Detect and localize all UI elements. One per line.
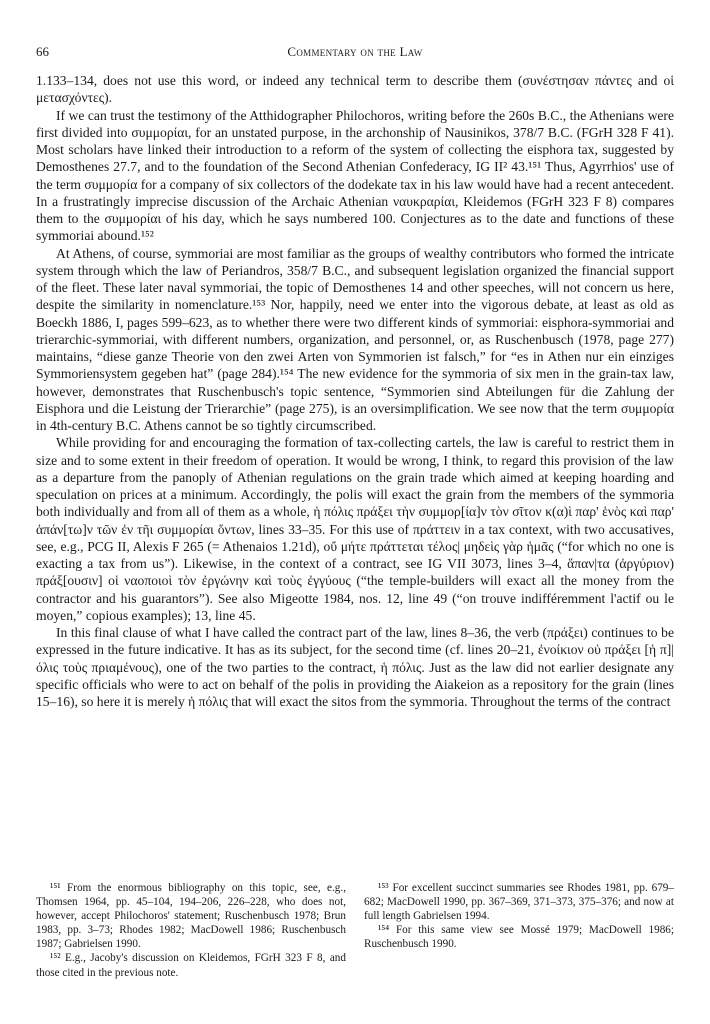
- running-title: Commentary on the Law: [287, 44, 423, 59]
- footnotes: [36, 881, 674, 980]
- main-text: [36, 72, 674, 710]
- page-number: 66: [36, 44, 49, 59]
- paragraph-5: In this final clause of what I have called the contract part of the law, lines 8–36, the verb (πράξει) continues to be expressed in the future indicative. It has as its subject, for the second time (cf. lines 20–21, ἐνοίκιον οὐ πράξει [ἡ π]|όλις τοὺς πριαμένους), one of the two parties to the contract, ἡ πόλις. Just as the law did not earlier designate any specific officials who were to act on behalf of the polis in providing the Aiakeion as a repository for the grain (lines 15–16), so here it is merely ἡ πόλις that will exact the sitos from the symmoria. Throughout the terms of the contract: [36, 625, 674, 709]
- footnote-154: ¹⁵⁴ For this same view see Mossé 1979; MacDowell 1986; Ruschenbusch 1990.: [364, 924, 674, 951]
- paragraph-4: While providing for and encouraging the formation of tax-collecting cartels, the law is careful to restrict them in size and to some extent in their freedom of operation. It would be wrong, I think, to regard this provision of the law as a departure from the panoply of Athenian regulations on the grain trade which aimed at keeping hoarding and speculation on prices at a minimum. Accordingly, the polis will exact the grain from the members of the symmoria both individually and from all of them as a whole, ἡ πόλις πράξει τὴν συμμορ[ία]ν τὸν σῖτον κ(α)ὶ παρ' ἑνὸς καὶ παρ' ἁπάν[τω]ν τῶν ἐν τῆι συμμορίαι ὄντων, lines 33–35. For this use of πράττειν in a tax context, with two accusatives, see, e.g., PCG II, Alexis F 265 (= Athenaios 1.21d), οὔ μήτε πράττεται τέλος| μηδεὶς γὰρ ἡμᾶς (“for which no one is exacting a tax from us”). Likewise, in the context of a contract, see IG VII 3073, lines 3–4, ἅπαν|τα (ἀργύριον) πράξ[ουσιν] οἱ ναοποιοὶ τὸν ἐργώνην καὶ τοὺς ἐγγύους (“the temple-builders will exact all the money from the contractor and his guarantors”). See also Migeotte 1984, nos. 12, line 49 (“on trouve indifféremment l'actif ou le moyen,” copious examples); 13, line 45.: [36, 435, 674, 623]
- paragraph-2: If we can trust the testimony of the Atthidographer Philochoros, writing before the 260s B.C., the Athenians were first divided into συμμορίαι, for an unstated purpose, in the archonship of Nausinikos, 378/7 B.C. (FGrH 328 F 41). Most scholars have linked their introduction to a reform of the system of collecting the eisphora tax, suggested by Demosthenes 27.7, and to the foundation of the Second Athenian Confederacy, IG II² 43.¹⁵¹ Thus, Agyrrhios' use of the term συμμορία for a company of six collectors of the dodekate tax in his law would have had a recent antecedent. In a frustratingly imprecise discussion of the Archaic Athenian ναυκραρίαι, Kleidemos (FGrH 323 F 8) compares them to the συμμορίαι of his day, which he says numbered 100. Conjectures as to the date and functions of these symmoriai abound.¹⁵²: [36, 107, 674, 244]
- page-header: [36, 44, 674, 66]
- paragraph-1: 1.133–134, does not use this word, or indeed any technical term to describe them (συνέστησαν πάντες and οἱ μετασχόντες).: [36, 73, 674, 106]
- book-page: [36, 44, 674, 710]
- footnote-153: ¹⁵³ For excellent succinct summaries see Rhodes 1981, pp. 679–682; MacDowell 1990, pp. 367–369, 371–373, 375–376; and now at full length Gabrielsen 1994.: [364, 882, 674, 923]
- footnote-151: ¹⁵¹ From the enormous bibliography on this topic, see, e.g., Thomsen 1964, pp. 45–104, 194–206, 226–228, who does not, however, accept Philochoros' statement; Ruschenbusch 1978; Brun 1983, pp. 3–73; Rhodes 1982; MacDowell 1986; Ruschenbusch 1987; Gabrielsen 1990.: [36, 882, 346, 951]
- footnote-152: ¹⁵² E.g., Jacoby's discussion on Kleidemos, FGrH 323 F 8, and those cited in the previous note.: [36, 952, 346, 979]
- footnote-column-right: [364, 881, 674, 980]
- footnote-column-left: [36, 881, 346, 980]
- paragraph-3: At Athens, of course, symmoriai are most familiar as the groups of wealthy contributors who formed the intricate system through which the law of Periandros, 358/7 B.C., and subsequent legislation organized the financial support of the fleet. These later naval symmoriai, the topic of Demosthenes 14 and other speeches, will not concern us here, despite the similarity in nomenclature.¹⁵³ Nor, happily, need we enter into the vigorous debate, at least as old as Boeckh 1886, I, pages 599–623, as to whether there were two different kinds of symmoriai: eisphora-symmoriai and trierarchic-symmoriai, with different numbers, organization, and personnel, or, as Ruschenbusch (1978, page 277) maintains, “diese ganze Theorie von den zwei Arten von Symmorien ist falsch,” for “es in Athen nur ein einziges Symmoriensystem gegeben hat” (page 284).¹⁵⁴ The new evidence for the symmoria of six men in the grain-tax law, however, demonstrates that Ruschenbusch's topic sentence, “Symmorien sind Abteilungen für die Zahlung der Eisphora und die Leistung der Trierarchie” (page 275), is an oversimplification. We see now that the term συμμορία in 4th-century B.C. Athens cannot be so tightly circumscribed.: [36, 245, 674, 433]
